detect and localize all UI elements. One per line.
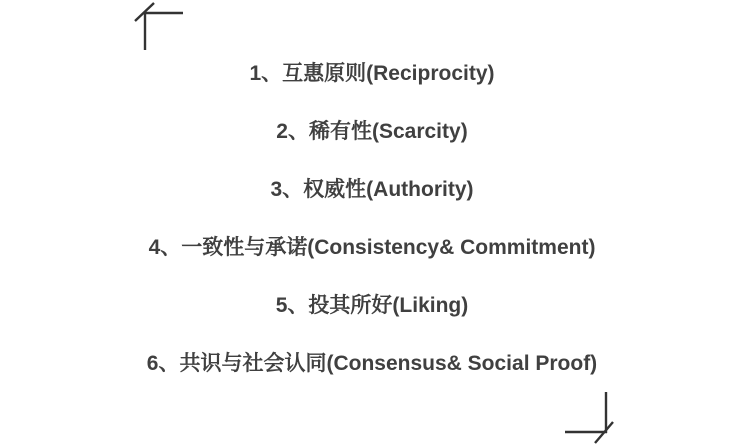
principle-item-4: 4、一致性与承诺(Consistency& Commitment) [148,236,596,259]
principle-item-3: 3、权威性(Authority) [270,178,474,201]
principle-item-2: 2、稀有性(Scarcity) [276,120,468,143]
principles-list [0,60,754,378]
corner-bracket-top-left-icon [128,0,198,56]
principle-item-6: 6、共识与社会认同(Consensus& Social Proof) [146,352,598,375]
principle-item-1: 1、互惠原则(Reciprocity) [249,62,495,85]
corner-bracket-bottom-right-icon [560,388,622,447]
principle-item-5: 5、投其所好(Liking) [275,294,469,317]
